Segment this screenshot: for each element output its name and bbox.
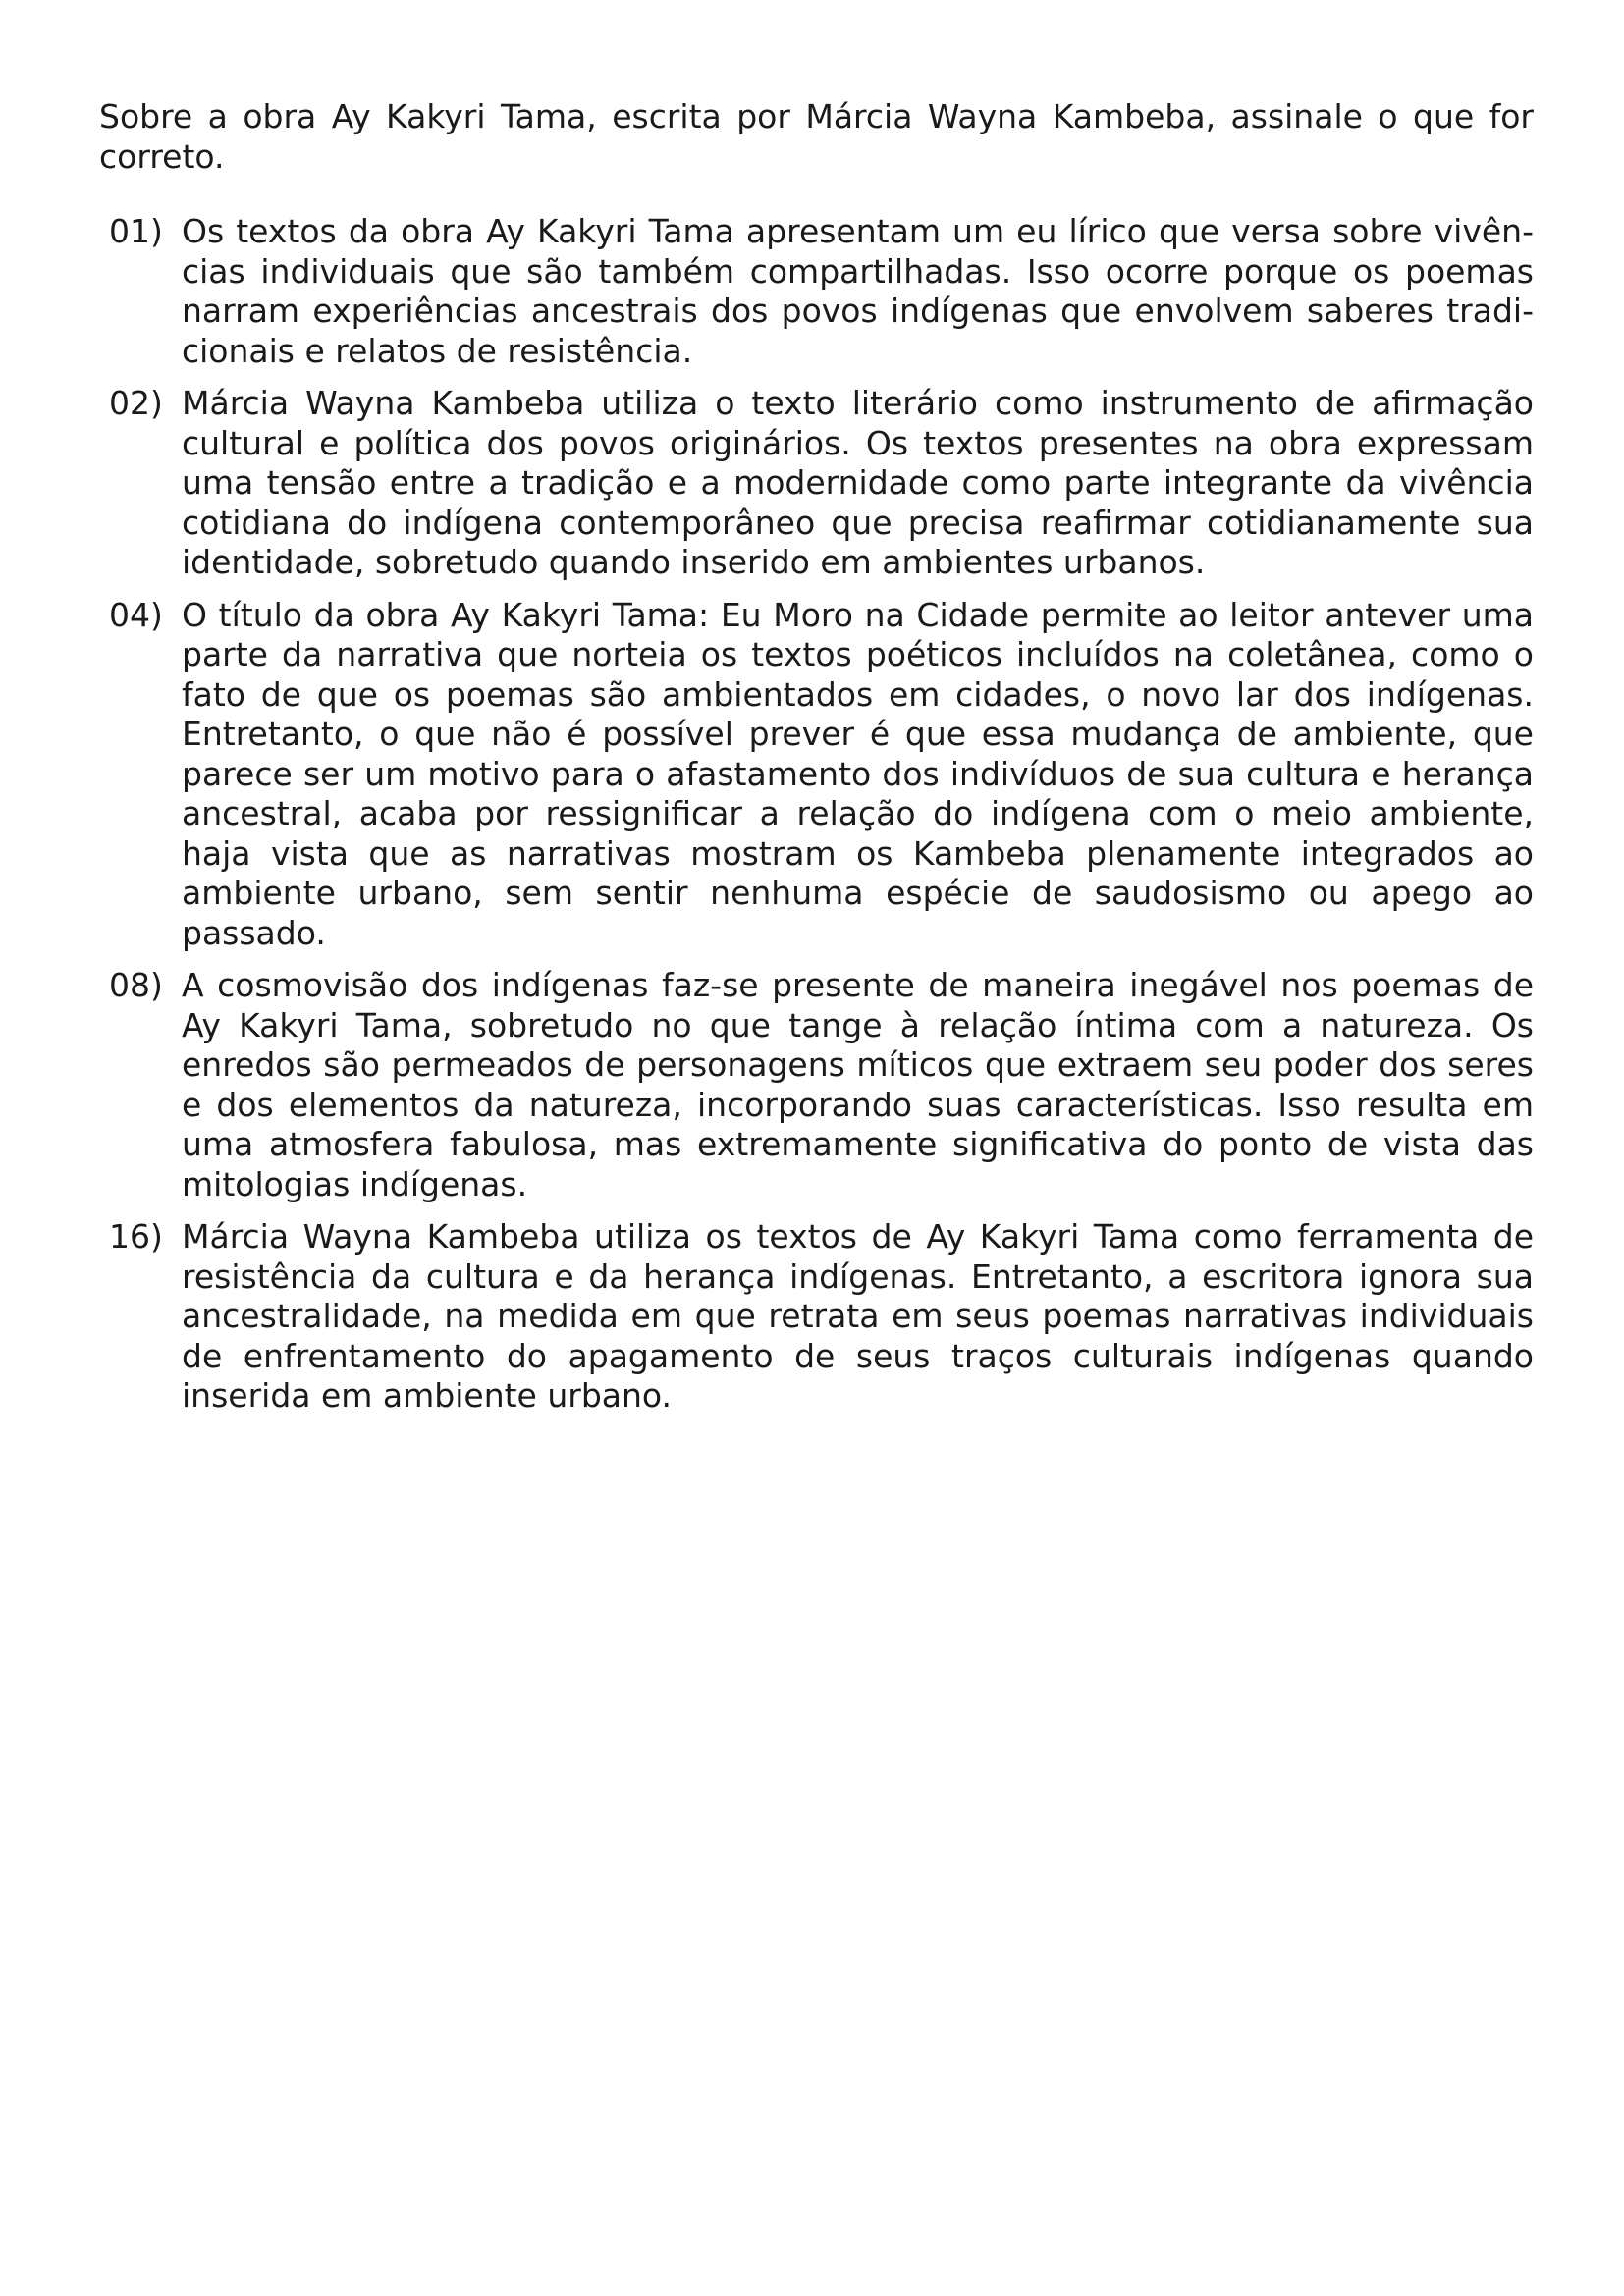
option-text: A cosmovisão dos indígenas faz-se presente de maneira inegável nos poemas de Ay Kakyri Tama, sobretudo no que tange à relação íntima com a natureza. Os enredos são permeados de personagens míticos que extraem seu poder dos seres e dos elementos da natureza, incorporando suas características. Isso resulta em uma atmosfera fabulosa, mas extremamente significativa do ponto de vista das mitologias indígenas. bbox=[182, 966, 1534, 1203]
option-16 bbox=[99, 1217, 1534, 1416]
option-04 bbox=[99, 596, 1534, 954]
question-intro: Sobre a obra Ay Kakyri Tama, escrita por Márcia Wayna Kambeba, assinale o que for correto. bbox=[99, 97, 1534, 176]
option-number: 16) bbox=[109, 1217, 163, 1255]
option-text: Márcia Wayna Kambeba utiliza os textos de Ay Kakyri Tama como ferramenta de resistência da cultura e da herança indígenas. Entretanto, a escritora ignora sua ancestralidade, na medida em que retrata em seus poemas narrativas individuais de enfrentamento do apagamento de seus traços culturais indígenas quando inserida em ambiente urbano. bbox=[182, 1217, 1534, 1415]
option-text: O título da obra Ay Kakyri Tama: Eu Moro na Cidade permite ao leitor antever uma parte da narrativa que norteia os textos poéticos incluídos na coletânea, como o fato de que os poemas são ambientados em cidades, o novo lar dos indígenas. Entretanto, o que não é possível prever é que essa mudança de ambiente, que parece ser um motivo para o afastamento dos indivíduos de sua cultura e herança ancestral, acaba por ressignificar a relação do indígena com o meio ambiente, haja vista que as narrativas mostram os Kambeba plenamente integrados ao ambiente urbano, sem sentir nenhuma espécie de saudosismo ou apego ao passado. bbox=[182, 595, 1534, 952]
option-text: Márcia Wayna Kambeba utiliza o texto literário como instrumento de afirmação cultural e política dos povos originários. Os textos presentes na obra expressam uma tensão entre a tradição e a modernidade como parte integrante da vivência cotidiana do indígena contemporâneo que precisa reafirmar cotidianamente sua identidade, sobretudo quando inserido em ambientes urbanos. bbox=[182, 384, 1534, 581]
option-number: 02) bbox=[109, 384, 163, 422]
option-01 bbox=[99, 212, 1534, 371]
option-number: 08) bbox=[109, 966, 163, 1004]
option-02 bbox=[99, 384, 1534, 583]
option-number: 04) bbox=[109, 595, 163, 634]
question-document bbox=[99, 96, 1534, 1429]
option-text: Os textos da obra Ay Kakyri Tama apresentam um eu lírico que versa sobre vivências individuais que são também compartilhadas. Isso ocorre porque os poemas narram experiências ancestrais dos povos indígenas que envolvem saberes tradicionais e relatos de resistência. bbox=[182, 212, 1534, 370]
option-number: 01) bbox=[109, 212, 163, 250]
option-08 bbox=[99, 966, 1534, 1204]
options-list bbox=[99, 212, 1534, 1416]
